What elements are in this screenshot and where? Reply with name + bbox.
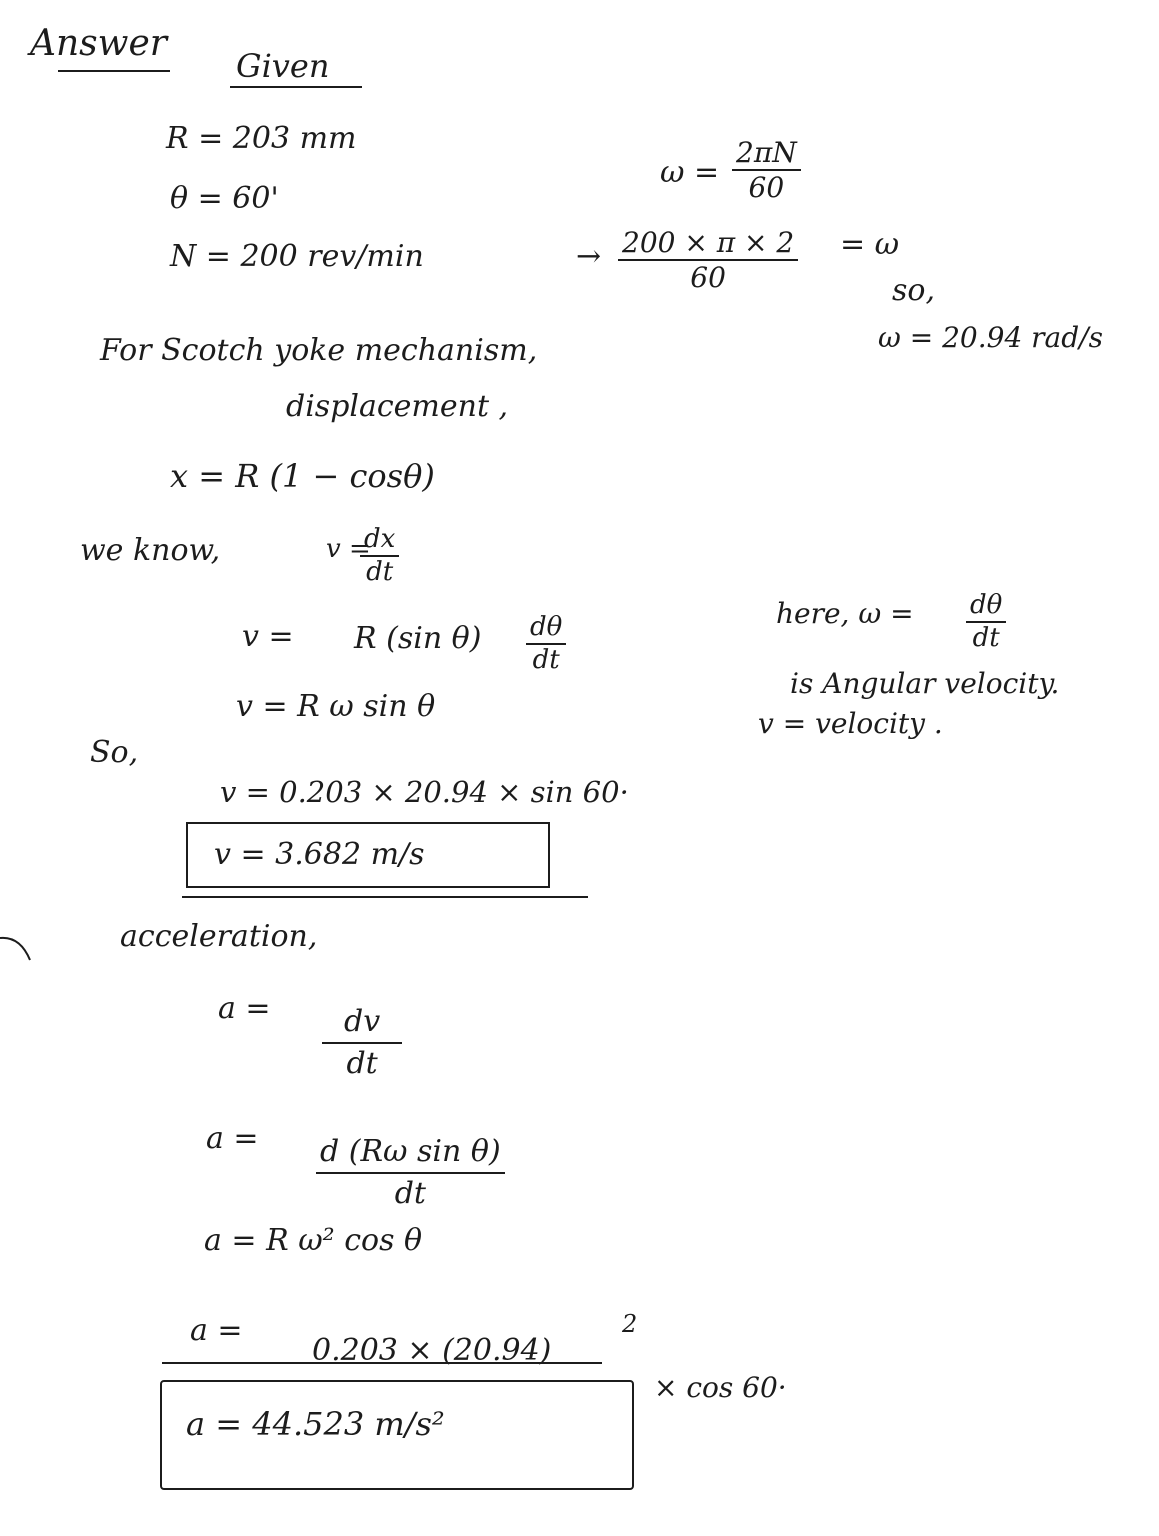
answer-underline <box>58 70 170 72</box>
velocity-step-1-denominator: dt <box>532 645 560 676</box>
acceleration-step-4-expr: 0.203 × (20.94) <box>312 1333 552 1368</box>
we-know-v-lhs: v = <box>326 534 371 564</box>
omega-result-value: ω = 20.94 rad/s <box>878 321 1103 354</box>
note-angular-velocity: is Angular velocity. <box>790 667 1060 700</box>
acceleration-step-3: a = R ω² cos θ <box>204 1223 423 1258</box>
velocity-result: v = 3.682 m/s <box>214 837 425 872</box>
velocity-step-2: v = R ω sin θ <box>236 689 436 724</box>
note-denominator: dt <box>972 623 1000 654</box>
acceleration-step-4-tail: × cos 60· <box>654 1371 787 1404</box>
note-numerator: dθ <box>966 592 1006 623</box>
omega-formula-numerator: 2πN <box>732 138 801 171</box>
given-angle: θ = 60' <box>170 181 279 216</box>
acceleration-step-1-fraction <box>322 1004 402 1082</box>
note-velocity: v = velocity . <box>758 707 943 740</box>
velocity-step-1-lhs: v = <box>242 619 294 654</box>
given-underline <box>230 86 362 88</box>
omega-formula-fraction <box>732 138 801 203</box>
margin-mark <box>0 930 34 970</box>
velocity-step-3: v = 0.203 × 20.94 × sin 60· <box>220 775 629 809</box>
acceleration-step-4-lhs: a = <box>190 1313 243 1348</box>
omega-calc-arrow: → <box>576 239 602 274</box>
displacement-equation: x = R (1 − cosθ) <box>170 457 435 495</box>
we-know-text: we know, <box>80 533 221 568</box>
given-heading: Given <box>236 47 330 85</box>
acceleration-step-2-lhs: a = <box>206 1121 259 1156</box>
omega-calc-denominator: 60 <box>690 261 726 295</box>
acceleration-step-1-denominator: dt <box>346 1046 378 1081</box>
acceleration-step-2-denominator: dt <box>394 1176 426 1211</box>
acceleration-step-4-exponent: 2 <box>622 1310 638 1338</box>
omega-calc-rhs: = ω <box>840 227 900 262</box>
acceleration-result-overline <box>162 1362 602 1364</box>
velocity-result-underline <box>182 896 588 898</box>
velocity-step-1-expr: R (sin θ) <box>354 621 482 656</box>
margin-curve-icon <box>0 930 34 970</box>
acceleration-step-2-fraction <box>316 1134 505 1212</box>
velocity-step-1-fraction <box>526 614 566 675</box>
we-know-fraction <box>360 526 399 587</box>
omega-result-so: so, <box>892 273 935 308</box>
note-here: here, ω = <box>776 597 914 630</box>
omega-calc-numerator: 200 × π × 2 <box>618 228 798 261</box>
intro-line-1: For Scotch yoke mechanism, <box>100 333 538 368</box>
note-fraction <box>966 592 1006 653</box>
answer-heading: Answer <box>30 23 167 64</box>
intro-line-2: displacement , <box>286 389 509 424</box>
velocity-step-1-numerator: dθ <box>526 614 566 645</box>
acceleration-step-1-numerator: dv <box>322 1004 402 1044</box>
omega-calc-fraction <box>618 228 798 293</box>
we-know-denominator: dt <box>366 557 394 588</box>
we-know-numerator: dx <box>360 526 399 557</box>
acceleration-step-1-lhs: a = <box>218 991 271 1026</box>
velocity-so: So, <box>90 735 139 770</box>
acceleration-label: acceleration, <box>120 919 318 954</box>
given-radius: R = 203 mm <box>166 121 357 156</box>
omega-formula-lhs: ω = <box>660 155 720 190</box>
acceleration-step-2-numerator: d (Rω sin θ) <box>316 1134 505 1174</box>
omega-formula-denominator: 60 <box>748 171 785 205</box>
given-speed: N = 200 rev/min <box>170 239 424 274</box>
acceleration-result: a = 44.523 m/s² <box>186 1405 445 1443</box>
